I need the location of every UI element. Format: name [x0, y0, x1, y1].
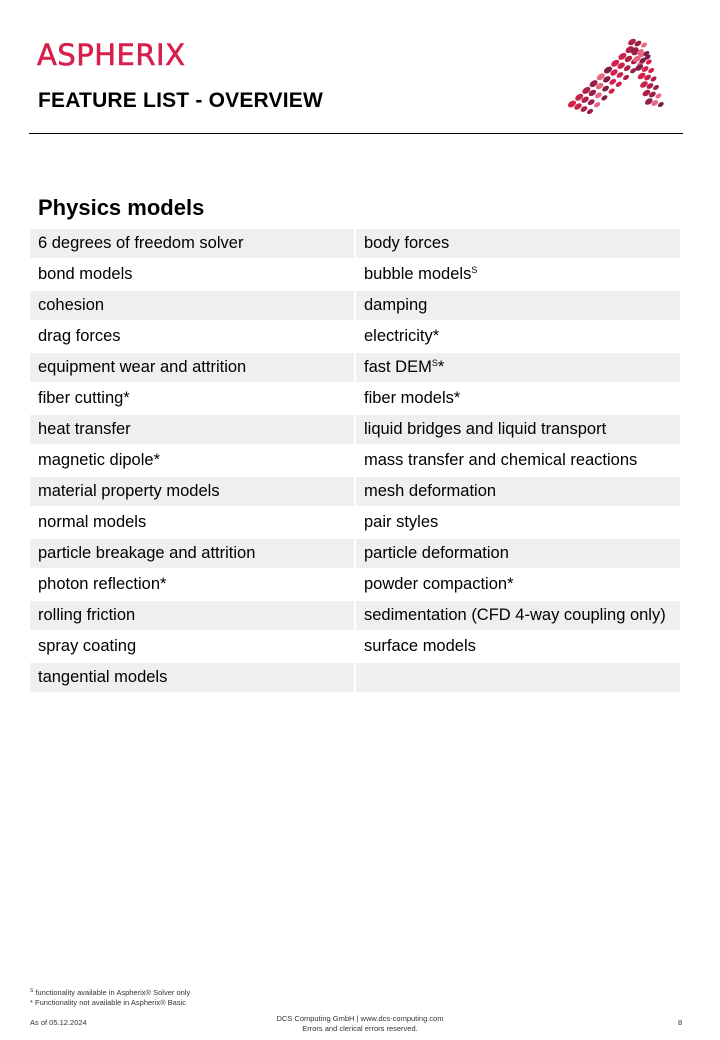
cell-text: * — [437, 358, 445, 376]
table-cell: equipment wear and attrition — [30, 353, 354, 382]
table-cell: normal models — [38, 513, 147, 531]
table-cell: sedimentation (CFD 4-way coupling only) — [356, 601, 680, 630]
logo-particle — [600, 94, 608, 101]
table-cell: 6 degrees of freedom solver — [30, 229, 354, 258]
footer-disclaimer: Errors and clerical errors reserved. — [302, 1024, 418, 1033]
table-cell: pair styles — [364, 513, 439, 531]
table-cell: rolling friction — [30, 601, 354, 630]
table-cell: particle breakage and attrition — [30, 539, 354, 568]
table-cell: magnetic dipole* — [38, 451, 160, 469]
cell-text: bubble models — [364, 265, 472, 283]
table-cell: spray coating — [38, 637, 137, 655]
solver-only-marker: S — [431, 358, 438, 368]
table-cell: mass transfer and chemical reactions — [364, 451, 638, 469]
table-cell: material property models — [30, 477, 354, 506]
table-cell: powder compaction* — [364, 575, 514, 593]
table-cell: electricity* — [364, 327, 440, 345]
table-cell: mesh deformation — [356, 477, 680, 506]
table-cell: photon reflection* — [38, 575, 167, 593]
table-cell: tangential models — [30, 663, 354, 692]
aspherix-particle-logo-icon — [562, 30, 674, 114]
footnotes — [30, 988, 190, 1008]
table-cell — [356, 353, 680, 382]
logo-particle — [593, 101, 601, 108]
feature-table — [30, 229, 680, 692]
cell-text: fast DEM — [364, 358, 432, 376]
brand-logo-text: ASPHERIX — [37, 38, 186, 72]
logo-particle — [622, 74, 630, 81]
table-cell: heat transfer — [30, 415, 354, 444]
footnote-solver-only — [30, 988, 190, 998]
table-cell — [356, 260, 680, 289]
footnote-basic: * Functionality not available in Aspherix® Basic — [30, 998, 187, 1007]
logo-particle — [608, 87, 616, 94]
solver-only-marker: S — [471, 265, 478, 275]
table-cell: bond models — [38, 265, 133, 283]
footnote-marker: S — [30, 988, 34, 994]
logo-particle — [615, 81, 623, 88]
table-cell: liquid bridges and liquid transport — [356, 415, 680, 444]
table-cell — [356, 663, 680, 692]
table-cell: fiber cutting* — [38, 389, 130, 407]
footer-date: As of 05.12.2024 — [30, 1018, 87, 1027]
table-cell: drag forces — [38, 327, 121, 345]
footer-company — [260, 1014, 460, 1034]
section-title: Physics models — [38, 195, 205, 220]
footer-company-line: DCS Computing GmbH | www.dcs-computing.com — [276, 1014, 444, 1023]
table-cell: particle deformation — [356, 539, 680, 568]
table-cell: body forces — [356, 229, 680, 258]
header-divider — [29, 133, 683, 134]
footnote-text: functionality available in Aspherix® Solver only — [33, 988, 191, 997]
page-title: FEATURE LIST - OVERVIEW — [38, 89, 324, 112]
table-cell: surface models — [364, 637, 476, 655]
page-number: 8 — [678, 1018, 683, 1027]
table-cell: cohesion — [30, 291, 354, 320]
table-cell: damping — [356, 291, 680, 320]
table-cell: fiber models* — [364, 389, 461, 407]
